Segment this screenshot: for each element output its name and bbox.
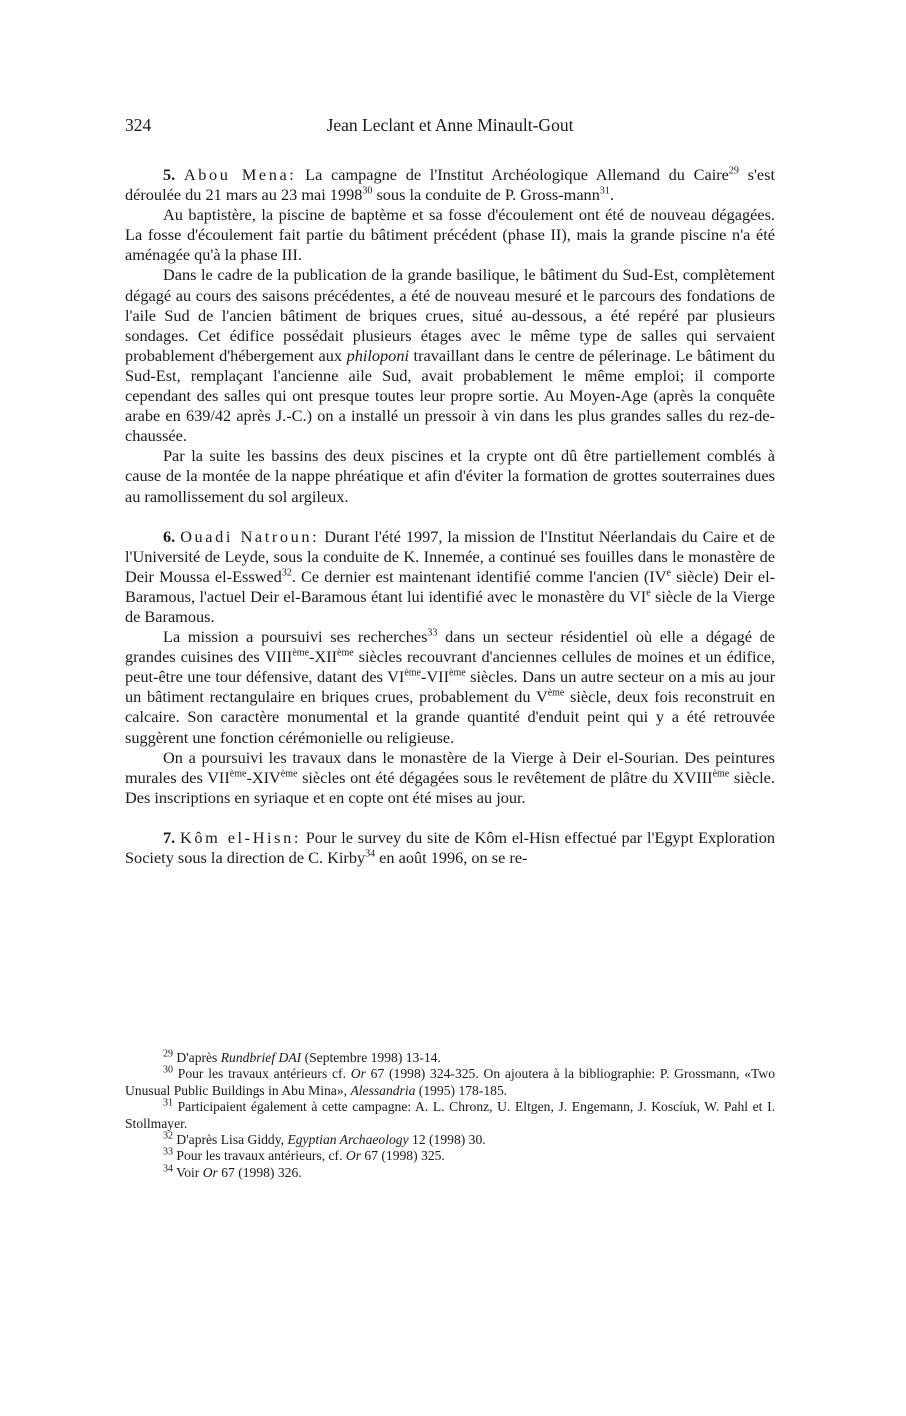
- text-run: La campagne de l'Institut Archéologique Allemand du Caire: [296, 165, 729, 184]
- section: [125, 165, 775, 507]
- text-run: -VII: [420, 667, 450, 687]
- paragraph: [125, 446, 775, 506]
- text-run: Voir: [173, 1164, 203, 1180]
- paragraph: [125, 165, 775, 205]
- footnote-reference: 31: [599, 185, 610, 197]
- text-run: 67 (1998) 325.: [361, 1148, 445, 1164]
- text-run: On a poursuivi les travaux dans le monastère de la Vierge à Deir el-Sourian. Des peintures murales des VII: [125, 747, 775, 787]
- text-run: Durant l'été 1997, la mission de l'Institut Néerlandais du Caire et de l'Université de Leyde, sous la conduite de K. Innemée, a continué ses fouilles dans le monastère de Deir Moussa el-Esswed: [125, 526, 775, 586]
- footnote-reference: 30: [362, 185, 373, 197]
- section: [125, 828, 775, 868]
- italic-text: Rundbrief DAI: [220, 1050, 302, 1065]
- footnote-number: 29: [163, 1048, 173, 1060]
- superscript: ème: [712, 768, 730, 780]
- superscript: ème: [229, 768, 247, 780]
- text-run: siècle de la Vierge de Baramous.: [125, 586, 775, 626]
- paragraph: [125, 627, 775, 748]
- text-run: siècle. Des inscriptions en syriaque et en copte ont été mises au jour.: [125, 767, 775, 807]
- text-run: -XII: [309, 647, 338, 667]
- italic-text: Or: [345, 1148, 361, 1164]
- page-header: [125, 115, 775, 141]
- section-number: 6.: [163, 526, 176, 546]
- paragraph: [125, 527, 775, 627]
- footnote: [125, 1148, 775, 1164]
- text-run: siècle) Deir el-Baramous, l'actuel Deir el-Baramous étant lui identifié avec le monastère du VI: [125, 566, 776, 606]
- text-run: 12 (1998) 30.: [408, 1132, 486, 1148]
- text-run: Au baptistère, la piscine de baptème et sa fosse d'écoulement ont été de nouveau dégagées. La fosse d'écoulement fait partie du bâtiment précédent (phase II), mais la grande piscine n'a été aménagée qu'à la phase III.: [125, 205, 775, 265]
- text-run: (Septembre 1998) 13-14.: [301, 1050, 441, 1065]
- text-run: travaillant dans le centre de pélerinage. Le bâtiment du Sud-Est, remplaçant l'ancienne aile Sud, avait probablement le même emploi; il comporte cependant des salles qui ont presque toutes leur propre sortie. Au Moyen-Age (après la conquête arabe en 639/42 après J.-C.) on a installé un pressoir à vin dans les plus grandes salles du rez-de-chaussée.: [125, 345, 776, 446]
- text-run: Par la suite les bassins des deux piscines et la crypte ont dû être partiellement comblés à cause de la montée de la nappe phréatique et afin d'éviter la formation de grottes souterraines dues au ramollissement du sol argileux.: [125, 446, 775, 506]
- text-run: (1995) 178-185.: [415, 1082, 508, 1098]
- footnote-number: 33: [163, 1146, 173, 1158]
- superscript: e: [646, 587, 651, 599]
- text-run: s'est déroulée du 21 mars au 23 mai 1998: [125, 165, 775, 205]
- superscript: ème: [547, 687, 565, 699]
- text-run: . Ce dernier est maintenant identifié comme l'ancien (IV: [291, 566, 667, 586]
- italic-text: philoponi: [346, 345, 409, 365]
- footnote: [125, 1066, 775, 1099]
- footnote-number: 31: [163, 1097, 173, 1109]
- footnote: [125, 1099, 775, 1132]
- section-site-name: Ouadi Natroun:: [180, 526, 320, 546]
- footnote-number: 32: [163, 1130, 173, 1142]
- text-run: .: [609, 185, 614, 205]
- section-number: 5.: [163, 165, 176, 184]
- footnote: [125, 1050, 775, 1066]
- text-run: 67 (1998) 326.: [217, 1164, 302, 1180]
- superscript: ème: [337, 647, 354, 659]
- section: [125, 527, 775, 808]
- section-spacer: [125, 808, 775, 828]
- footnote: [125, 1132, 775, 1148]
- text-run: Dans le cadre de la publication de la grande basilique, le bâtiment du Sud-Est, complètement dégagé au cours des saisons précédentes, a été de nouveau mesuré et le parcours des fondations de l'aile Sud de l'ancien bâtiment de briques crues, situé au-dessous, a été repéré par plusieurs sondages. Cet édifice possédait plusieurs étages avec le même type de salles qui servaient probablement d'hébergement aux: [125, 265, 775, 365]
- footnote-reference: 33: [427, 627, 438, 639]
- footnote-reference: 34: [365, 848, 376, 860]
- paragraph: [125, 828, 775, 868]
- section-number: 7.: [163, 827, 176, 847]
- superscript: ème: [449, 667, 466, 679]
- text-run: Pour le survey du site de Kôm el-Hisn effectué par l'Egypt Exploration Society sous la direction de C. Kirby: [125, 827, 775, 867]
- running-title: Jean Leclant et Anne Minault-Gout: [326, 115, 574, 135]
- superscript: ème: [280, 768, 298, 780]
- text-run: Participaient également à cette campagne: A. L. Chronz, U. Eltgen, J. Engemann, J. Koscíuk, W. Pahl et I. Stollmayer.: [125, 1099, 775, 1131]
- text-run: Pour les travaux antérieurs, cf.: [173, 1148, 346, 1164]
- italic-text: Or: [202, 1164, 218, 1180]
- text-run: siècle, deux fois reconstruit en calcaire. Son caractère monumental et la grande quantité d'enduit peint qui y a été retrouvée suggèrent une fonction cérémonielle ou religieuse.: [125, 687, 775, 747]
- text-run: D'après: [173, 1050, 221, 1065]
- superscript: ème: [404, 667, 421, 679]
- text-run: dans un secteur résidentiel où elle a dégagé de grandes cuisines des VIII: [125, 627, 775, 667]
- text-run: La mission a poursuivi ses recherches: [163, 627, 428, 647]
- section-site-name: Abou Mena:: [183, 165, 297, 184]
- superscript: ème: [292, 647, 310, 659]
- text-run: D'après Lisa Giddy,: [173, 1132, 288, 1148]
- text-run: Pour les travaux antérieurs cf.: [173, 1066, 351, 1082]
- text-run: siècles. Dans un autre secteur on a mis au jour un bâtiment rectangulaire en briques crues, probablement du V: [125, 667, 775, 707]
- section-site-name: Kôm el-Hisn:: [180, 827, 301, 847]
- paragraph: [125, 265, 775, 446]
- paragraph: [125, 205, 775, 265]
- footnotes: [125, 1050, 775, 1181]
- superscript: e: [666, 567, 671, 579]
- italic-text: Or: [350, 1066, 366, 1082]
- page-number: 324: [125, 115, 152, 135]
- text-run: 67 (1998) 324-325. On ajoutera à la bibliographie: P. Grossmann, «Two Unusual Public Buildings in Abu Mina»,: [125, 1066, 776, 1098]
- text-run: siècles ont été dégagées sous le revêtement de plâtre du XVIII: [297, 767, 713, 787]
- text-run: en août 1996, on se re-: [375, 848, 528, 867]
- footnote-number: 34: [163, 1163, 173, 1175]
- paragraph: [125, 748, 775, 808]
- footnote-number: 30: [163, 1064, 173, 1076]
- text-run: -XIV: [246, 767, 281, 787]
- italic-text: Egyptian Archaeology: [287, 1132, 409, 1148]
- italic-text: Alessandria: [350, 1082, 416, 1098]
- footnote-reference: 29: [728, 165, 739, 177]
- section-spacer: [125, 507, 775, 527]
- text-run: sous la conduite de P. Gross-mann: [372, 185, 600, 205]
- main-text: [125, 165, 775, 868]
- footnote: [125, 1165, 775, 1181]
- text-run: siècles recouvrant d'anciennes cellules de moines et un édifice, peut-être une tour défensive, datant des VI: [125, 647, 775, 687]
- footnote-reference: 32: [281, 567, 292, 579]
